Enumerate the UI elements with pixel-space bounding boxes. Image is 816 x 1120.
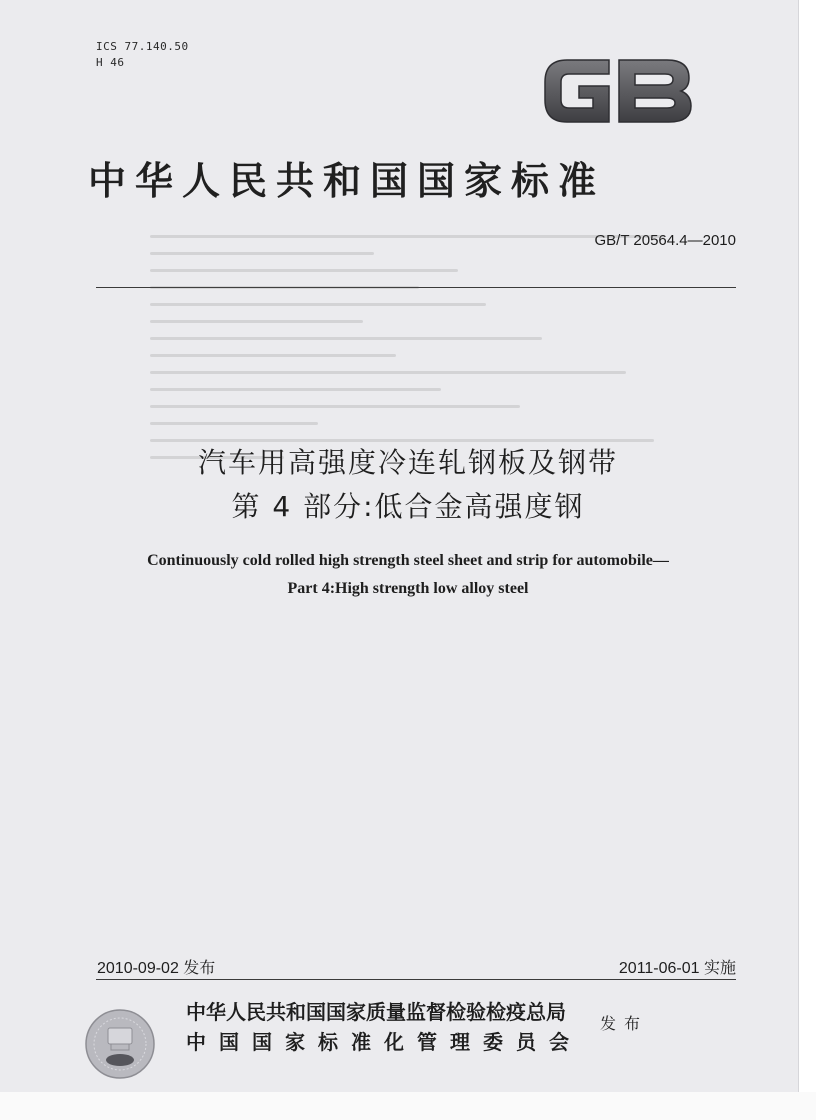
scan-margin	[0, 1092, 816, 1120]
chinese-title-line-2: 第 4 部分:低合金高强度钢	[231, 490, 585, 523]
standard-code: GB/T 20564.4—2010	[594, 232, 736, 249]
issuer-aqsiq: 中华人民共和国国家质量监督检验检疫总局	[186, 1000, 566, 1024]
classification-code: H 46	[96, 56, 125, 69]
issuer-sac: 中国国家标准化管理委员会	[186, 1030, 582, 1054]
english-title-line-2: Part 4:High strength low alloy steel	[287, 580, 529, 597]
issue-date: 2010-09-02 发布	[97, 960, 216, 977]
gb-logo-icon	[537, 50, 697, 130]
national-standard-title: 中华人民共和国国家标准	[88, 158, 606, 203]
header-divider	[96, 287, 736, 288]
ics-code: ICS 77.140.50	[96, 40, 189, 53]
chinese-title-line-1: 汽车用高强度冷连轧钢板及钢带	[197, 446, 618, 479]
anti-counterfeit-seal-icon	[84, 1008, 156, 1080]
footer-divider	[96, 979, 736, 980]
english-title-line-1: Continuously cold rolled high strength steel sheet and strip for automobile—	[147, 552, 669, 569]
implementation-date: 2011-06-01 实施	[618, 960, 736, 977]
release-label: 发布	[600, 1014, 649, 1033]
